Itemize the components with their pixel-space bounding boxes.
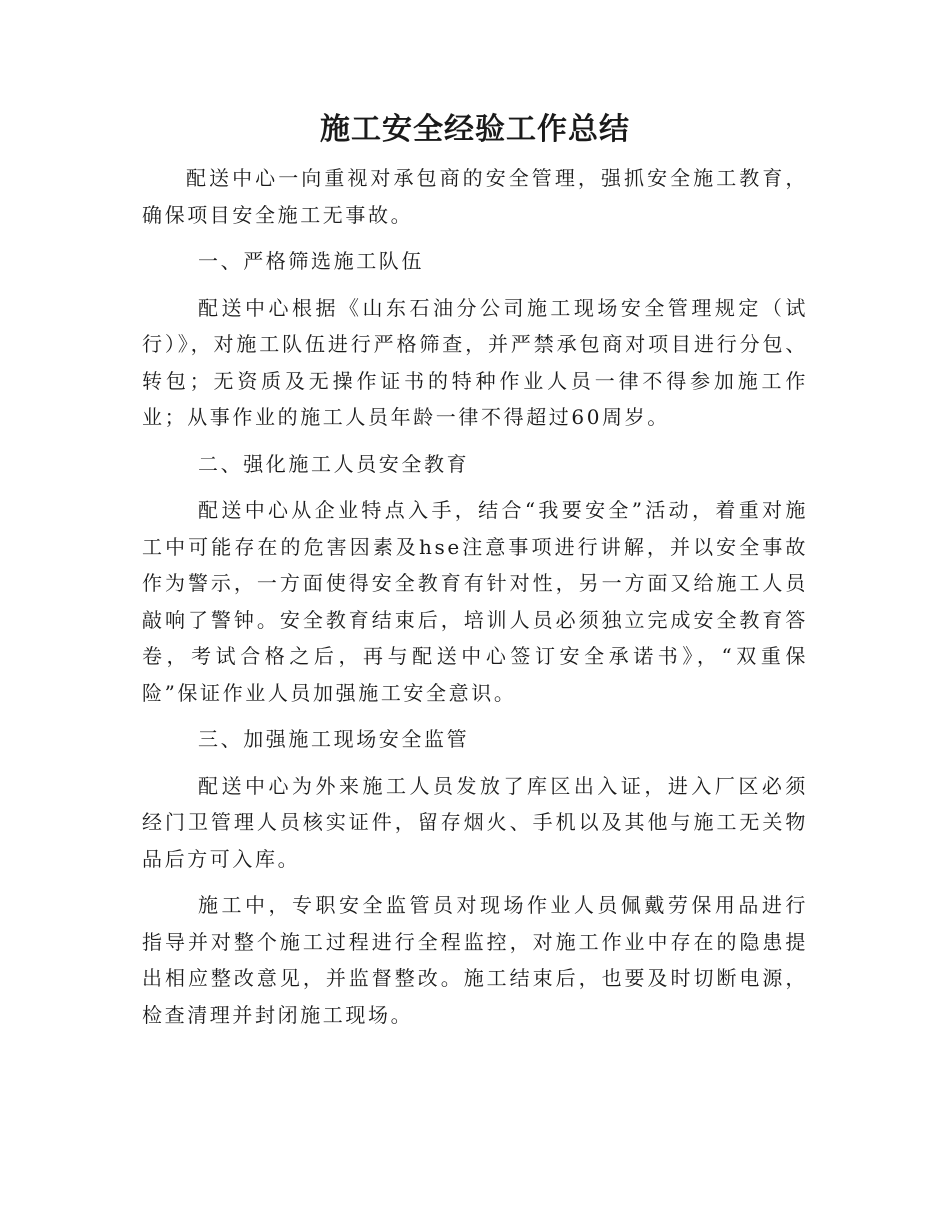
- section-3-paragraph-2: 施工中，专职安全监管员对现场作业人员佩戴劳保用品进行指导并对整个施工过程进行全程监控，对施工作业中存在的隐患提出相应整改意见，并监督整改。施工结束后，也要及时切断电源，检查清理并封闭施工现场。: [142, 893, 808, 1027]
- document-body: [142, 160, 808, 1033]
- intro-paragraph: 配送中心一向重视对承包商的安全管理，强抓安全施工教育，确保项目安全施工无事故。: [142, 166, 808, 227]
- section-heading-2: 二、强化施工人员安全教育: [198, 451, 470, 476]
- section-2-paragraph-1: 配送中心从企业特点入手，结合“我要安全”活动，着重对施工中可能存在的危害因素及hse注意事项进行讲解，并以安全事故作为警示，一方面使得安全教育有针对性，另一方面又给施工人员敲响了警钟。安全教育结束后，培训人员必须独立完成安全教育答卷，考试合格之后，再与配送中心签订安全承诺书》，“双重保险”保证作业人员加强施工安全意识。: [142, 498, 808, 705]
- section-1-paragraph-1: 配送中心根据《山东石油分公司施工现场安全管理规定（试行）》，对施工队伍进行严格筛查，并严禁承包商对项目进行分包、转包；无资质及无操作证书的特种作业人员一律不得参加施工作业；从事作业的施工人员年龄一律不得超过60周岁。: [142, 295, 808, 429]
- section-heading-3: 三、加强施工现场安全监管: [198, 727, 470, 751]
- document-title: 施工安全经验工作总结: [320, 112, 630, 147]
- section-heading-1: 一、严格筛选施工队伍: [198, 249, 424, 273]
- section-3-paragraph-1: 配送中心为外来施工人员发放了库区出入证，进入厂区必须经门卫管理人员核实证件，留存烟火、手机以及其他与施工无关物品后方可入库。: [142, 773, 808, 871]
